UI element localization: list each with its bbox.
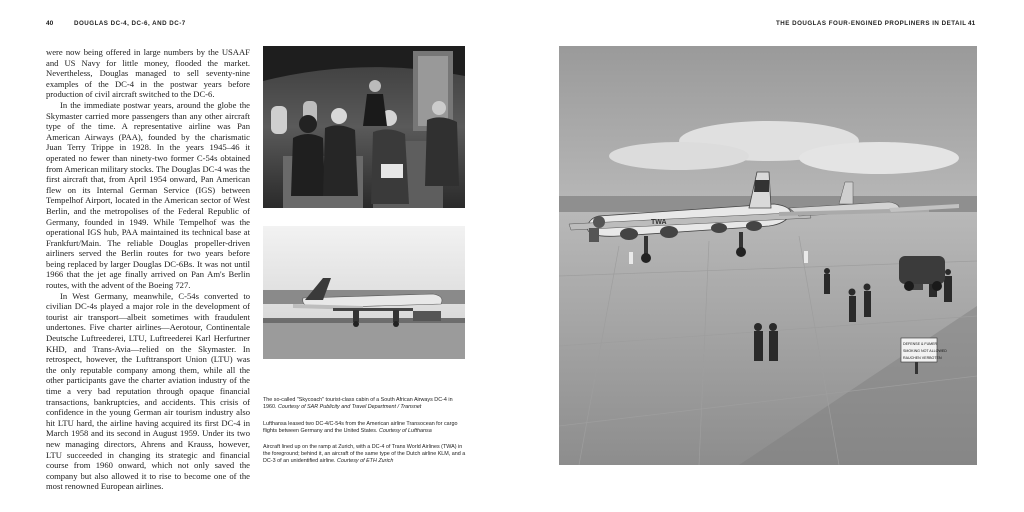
- sign-line: RAUCHEN VERBOTEN: [903, 356, 942, 360]
- caption: [263, 397, 467, 411]
- sign-line: DEFENSE & FUMER: [903, 342, 938, 346]
- caption-text: The so-called "Skycoach" tourist-class cabin of a South African Airways DC-4 in 1960.: [263, 397, 453, 410]
- caption: [263, 444, 467, 465]
- caption-credit: Courtesy of ETH Zurich: [337, 458, 394, 464]
- caption-text: Lufthansa leased two DC-4/C-54s from the American airline Transocean for cargo flights between Germany and the United States.: [263, 421, 458, 434]
- fuselage-logo: TWA: [651, 219, 667, 226]
- body-text: [46, 47, 250, 492]
- caption-text: Aircraft lined up on the ramp at Zurich, with a DC-4 of Trans World Airlines (TWA) in the foreground; behind it, an aircraft of the same type of the Dutch airline KLM, and a DC-3 of an unidentified airline.: [263, 444, 466, 464]
- caption-credit: Courtesy of Lufthansa: [378, 428, 432, 434]
- running-head: THE DOUGLAS FOUR-ENGINED PROPLINERS IN DETAIL: [776, 20, 967, 27]
- page-number: 41: [968, 20, 976, 27]
- sign-line: SMOKING NOT ALLOWED: [903, 349, 947, 353]
- paragraph: were now being offered in large numbers by the USAAF and US Navy for little money, flooded the market. Nevertheless, Douglas managed to sell seventy-nine examples of the DC-4 in the postwar years before production of civil aircraft switched to the DC-6.: [46, 47, 250, 100]
- paragraph: In the immediate postwar years, around the globe the Skymaster carried more passengers than any other aircraft type of the time. A representative airline was Pan American Airways (PAA), founded by the charismatic Juan Terry Trippe in 1928. In the years 1945–46 it operated no fewer than ninety-two former C-54s obtained from American military stocks. The Douglas DC-4 was the first aircraft that, from April 1954 onward, Pan American flew on its Internal German Service (IGS) between Tempelhof Airport, located in the American sector of West Berlin, and the metropolises of the Federal Republic of Germany, founded in 1949. While Tempelhof was the operational IGS hub, PAA maintained its technical base at Frankfurt/Main. The reliable Douglas propeller-driven airliners served the Berlin routes for two years before being replaced by larger Douglas DC-6Bs. It was not until 1966 that the jet age finally arrived on Pan Am's Berlin routes, with the advent of the Boeing 727.: [46, 99, 250, 291]
- caption: [263, 421, 467, 435]
- page-number: 40: [46, 20, 54, 27]
- paragraph: In West Germany, meanwhile, C-54s converted to civilian DC-4s played a major role in the development of tourist air transport—albeit sometimes with fraudulent undertones. Five charter airlines—Aerotour, Continentale Deutsche Luftreederei, LTU, Luftreederei Karl Herfurtner KHD, and Trans-Avia—relied on the Skymaster. In retrospect, however, the Lufttransport Union (LTU) was the only reputable company among them, while all the other participants gave the charter aviation industry of the time a very bad reputation through opaque financial transactions, bankruptcies, and accidents. This crisis of confidence in the young German air tourism industry also hit LTU hard, the airline having acquired its first DC-4 in March 1958 and its second in August 1959. Under its two new managing directors, Ahrens and Krauss, however, LTU succeeded in changing its strategic and financial course from 1960 onward, which not only saved the company but also allowed it to rise to become one of the most renowned European airlines.: [46, 290, 250, 492]
- right-page: [512, 0, 1024, 512]
- running-head: DOUGLAS DC-4, DC-6, AND DC-7: [74, 20, 186, 27]
- zurich-ramp-photo: [559, 46, 977, 465]
- caption-credit: Courtesy of SAR Publicity and Travel Department / Transnet: [278, 404, 422, 410]
- cabin-photo: [263, 46, 465, 208]
- aircraft-photo: [263, 226, 465, 359]
